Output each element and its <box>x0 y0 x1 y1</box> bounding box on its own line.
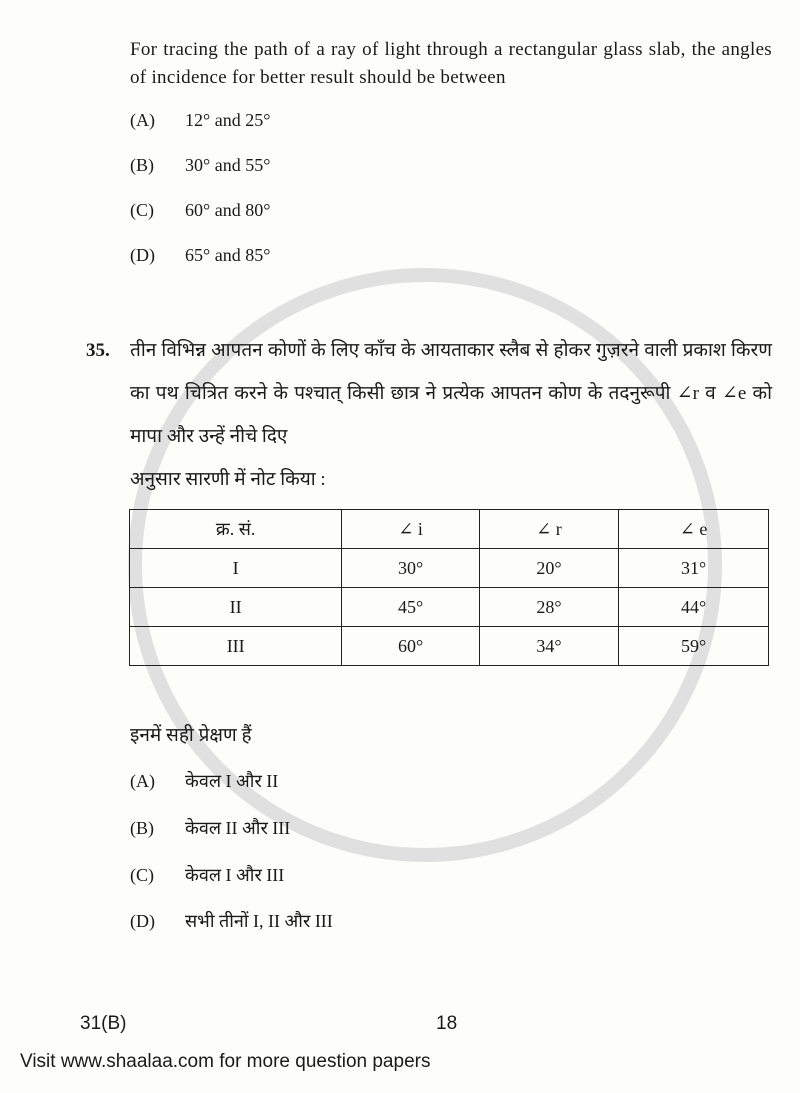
q34-option-b <box>130 153 772 177</box>
table-cell: 28° <box>479 588 618 627</box>
observation-table <box>129 509 769 666</box>
option-text: 60° and 80° <box>185 200 271 220</box>
option-text: केवल I और II <box>185 771 279 791</box>
q35-option-d <box>130 909 772 933</box>
table-cell: II <box>130 588 342 627</box>
option-label: (D) <box>130 245 155 265</box>
table-cell: 45° <box>342 588 479 627</box>
table-header: क्र. सं. <box>130 510 342 549</box>
table-cell: 31° <box>619 549 769 588</box>
option-label: (B) <box>130 818 154 838</box>
table-header-row <box>130 510 769 549</box>
q35-text-last: अनुसार सारणी में नोट किया : <box>130 469 326 490</box>
option-text: सभी तीनों I, II और III <box>185 911 333 931</box>
page-content <box>86 36 772 933</box>
table-cell: 20° <box>479 549 618 588</box>
table-header: ∠ e <box>619 510 769 549</box>
table-cell: 30° <box>342 549 479 588</box>
q35-option-b <box>130 816 772 840</box>
option-text: 65° and 85° <box>185 245 271 265</box>
q34-option-a <box>130 108 772 132</box>
table-cell: 34° <box>479 627 618 666</box>
table-cell: III <box>130 627 342 666</box>
q35-option-a <box>130 769 772 793</box>
option-label: (C) <box>130 200 154 220</box>
table-cell: 59° <box>619 627 769 666</box>
page-number: 18 <box>436 1013 458 1034</box>
q34-option-d <box>130 243 772 267</box>
option-label: (A) <box>130 771 155 791</box>
q35-prompt: इनमें सही प्रेक्षण हैं <box>130 725 252 746</box>
option-label: (A) <box>130 110 155 130</box>
option-label: (C) <box>130 865 154 885</box>
option-text: केवल I और III <box>185 865 285 885</box>
option-text: केवल II और III <box>185 818 291 838</box>
table-cell: 60° <box>342 627 479 666</box>
table-cell: 44° <box>619 588 769 627</box>
table-header: ∠ i <box>342 510 479 549</box>
table-row <box>130 588 769 627</box>
q34-text: For tracing the path of a ray of light through a rectangular glass slab, the angles of incidence for better result should be between <box>130 39 772 88</box>
table-row <box>130 627 769 666</box>
option-text: 12° and 25° <box>185 110 271 130</box>
q34-option-c <box>130 198 772 222</box>
option-label: (B) <box>130 155 154 175</box>
q35-text: तीन विभिन्न आपतन कोणों के लिए काँच के आयताकार स्लैब से होकर गुज़रने वाली प्रकाश किरण का पथ चित्रित करने के पश्चात् किसी छात्र ने प्रत्येक आपतन कोण के तदनुरूपी ∠r व ∠e को मापा और उन्हें नीचे दिए <box>130 340 772 447</box>
table-cell: I <box>130 549 342 588</box>
q35-number: 35. <box>86 340 110 361</box>
option-label: (D) <box>130 911 155 931</box>
option-text: 30° and 55° <box>185 155 271 175</box>
table-row <box>130 549 769 588</box>
table-header: ∠ r <box>479 510 618 549</box>
visit-link[interactable]: Visit www.shaalaa.com for more question papers <box>20 1051 431 1072</box>
question-35 <box>86 329 772 933</box>
paper-code: 31(B) <box>80 1013 127 1034</box>
q35-option-c <box>130 863 772 887</box>
